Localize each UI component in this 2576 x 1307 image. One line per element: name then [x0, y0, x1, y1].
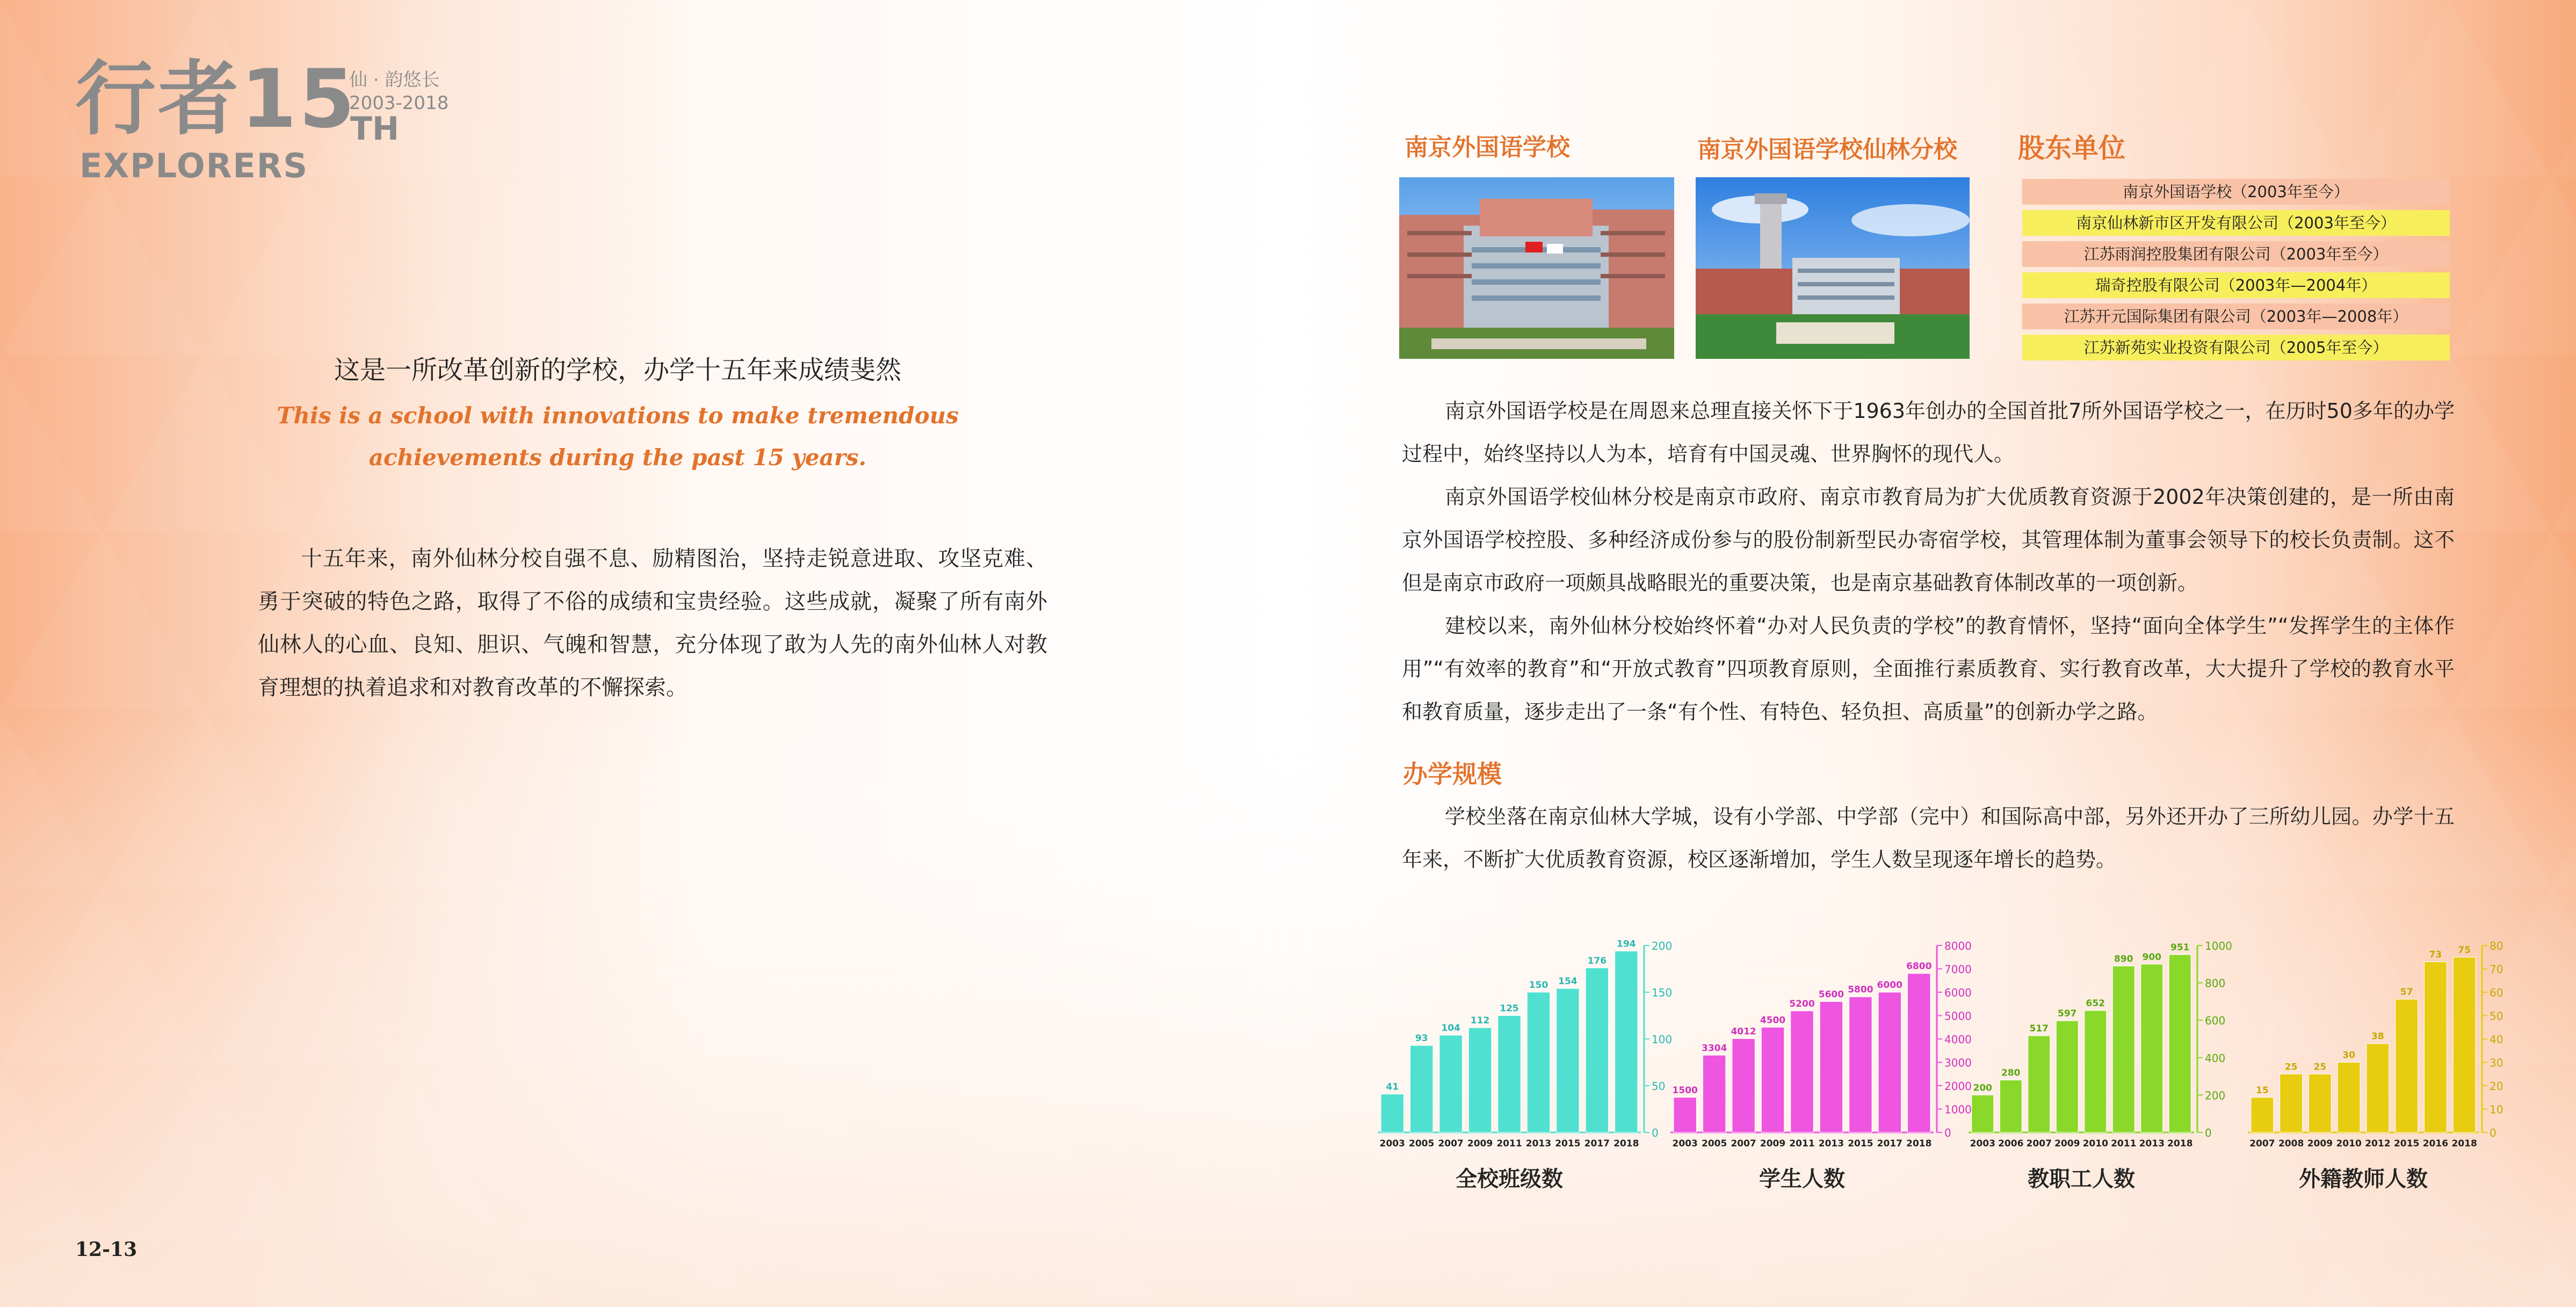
chart-y-tick-label: 80	[2490, 940, 2503, 952]
chart-data-label: 104	[1441, 1023, 1460, 1034]
chart-data-label: 890	[2114, 954, 2133, 965]
chart-bar	[2000, 1080, 2022, 1132]
chart-title: 教职工人数	[2028, 1167, 2135, 1192]
logo-th: TH	[350, 110, 400, 148]
chart-x-tick-label: 2013	[1525, 1138, 1552, 1149]
chart-bar	[1849, 997, 1872, 1132]
chart-bar	[1615, 951, 1638, 1132]
chart-x-tick-label: 2017	[1877, 1138, 1902, 1149]
chart-y-tick-label: 40	[2490, 1033, 2503, 1046]
chart-bar	[1878, 992, 1901, 1132]
chart-y-tick-label: 0	[2205, 1127, 2212, 1139]
left-body-paragraph: 十五年来，南外仙林分校自强不息、励精图治，坚持走锐意进取、攻坚克难、勇于突破的特色之路，取得了不俗的成绩和宝贵经验。这些成就，凝聚了所有南外仙林人的心血、良知、胆识、气魄和智慧，充分体现了敢为人先的南外仙林人对教育理想的执着追求和对教育改革的不懈探索。	[258, 546, 1047, 700]
chart-x-tick-label: 2018	[1613, 1138, 1639, 1149]
chart-x-tick-label: 2003	[1379, 1138, 1405, 1149]
chart-y-tick-label: 800	[2205, 977, 2226, 990]
chart-x-tick-label: 2003	[1672, 1138, 1698, 1149]
chart-y-tick-label: 10	[2490, 1103, 2503, 1116]
chart-data-label: 57	[2400, 987, 2413, 998]
chart-y-tick-label: 0	[2490, 1127, 2497, 1139]
chart-y-tick-label: 400	[2205, 1051, 2226, 1065]
chart-data-label: 5200	[1789, 998, 1815, 1009]
chart-data-label: 900	[2142, 951, 2161, 963]
chart-data-label: 150	[1529, 980, 1549, 991]
chart-data-label: 38	[2371, 1031, 2384, 1042]
chart-bar	[1439, 1035, 1462, 1132]
chart-y-tick-label: 0	[1652, 1127, 1659, 1139]
chart-x-tick-label: 2007	[2249, 1138, 2275, 1149]
chart-x-tick-label: 2007	[1731, 1138, 1756, 1149]
chart-bar	[2028, 1036, 2050, 1132]
chart-y-tick-label: 50	[2490, 1009, 2503, 1023]
chart-y-tick-label: 1000	[1944, 1103, 1972, 1116]
chart-bar	[1972, 1095, 1994, 1132]
chart-y-tick-label: 50	[1652, 1080, 1666, 1093]
chart-x-tick-label: 2008	[2278, 1138, 2304, 1149]
page-number: 12-13	[75, 1238, 138, 1261]
logo-title: 行者15	[75, 53, 357, 146]
chart-x-tick-label: 2011	[1496, 1138, 1522, 1149]
chart-y-tick-label: 1000	[2205, 940, 2232, 952]
chart-y-tick-label: 0	[1944, 1127, 1951, 1139]
chart-data-label: 517	[2029, 1023, 2049, 1035]
chart-data-label: 25	[2313, 1062, 2327, 1073]
chart-bar	[2338, 1063, 2360, 1133]
school-intro	[1402, 389, 2455, 733]
chart-title: 学生人数	[1759, 1167, 1845, 1192]
chart-bar	[2141, 964, 2163, 1132]
chart-y-tick-label: 2000	[1944, 1080, 1972, 1093]
logo-english: EXPLORERS	[79, 146, 309, 185]
chart-y-tick-label: 600	[2205, 1014, 2226, 1028]
chart-y-tick-label: 8000	[1944, 940, 1972, 952]
chart-data-label: 6000	[1877, 980, 1902, 991]
chart-x-tick-label: 2010	[2082, 1138, 2108, 1149]
chart-data-label: 75	[2458, 944, 2471, 956]
chart-data-label: 5600	[1818, 989, 1844, 1000]
chart-x-tick-label: 2015	[1555, 1138, 1581, 1149]
chart-data-label: 15	[2256, 1085, 2269, 1096]
chart-bar	[2280, 1074, 2303, 1132]
chart-title: 全校班级数	[1456, 1167, 1563, 1192]
left-heading: 这是一所改革创新的学校，办学十五年来成绩斐然	[334, 355, 901, 385]
chart-x-tick-label: 2012	[2365, 1138, 2391, 1149]
chart-x-tick-label: 2018	[2167, 1138, 2193, 1149]
chart-bar	[1761, 1027, 1784, 1132]
chart-data-label: 280	[2001, 1067, 2021, 1079]
chart-x-tick-label: 2009	[2054, 1138, 2080, 1149]
left-heading-english-line-1: This is a school with innovations to make tremendous	[277, 402, 959, 429]
chart-bar	[1732, 1038, 1755, 1132]
chart-bar	[2396, 999, 2418, 1132]
chart-bar	[1381, 1094, 1403, 1132]
intro-paragraph-1: 南京外国语学校是在周恩来总理直接关怀下于1963年创办的全国首批7所外国语学校之一，在历时50多年的办学过程中，始终坚持以人为本，培育有中国灵魂、世界胸怀的现代人。	[1402, 399, 2455, 466]
shareholder-item: 南京外国语学校（2003年至今）	[2022, 179, 2450, 205]
chart-data-label: 73	[2429, 949, 2442, 961]
chart-x-tick-label: 2010	[2336, 1138, 2362, 1149]
chart-data-label: 25	[2284, 1062, 2298, 1073]
chart-x-tick-label: 2011	[2111, 1138, 2137, 1149]
chart-x-tick-label: 2009	[1467, 1138, 1493, 1149]
chart-y-tick-label: 70	[2490, 963, 2503, 976]
chart-y-tick-label: 200	[1652, 940, 1673, 952]
chart-x-tick-label: 2011	[1789, 1138, 1815, 1149]
chart-y-tick-label: 5000	[1944, 1009, 1972, 1023]
shareholder-item: 南京仙林新市区开发有限公司（2003年至今）	[2022, 210, 2450, 236]
left-heading-english-line-2: achievements during the past 15 years.	[368, 444, 867, 471]
chart-y-tick-label: 4000	[1944, 1033, 1972, 1046]
chart-bar	[1908, 973, 1930, 1132]
chart-y-tick-label: 100	[1652, 1033, 1673, 1046]
chart-bar	[2169, 955, 2191, 1132]
chart-data-label: 112	[1470, 1015, 1490, 1027]
chart-y-tick-label: 6000	[1944, 986, 1972, 999]
logo-years: 2003-2018	[349, 92, 449, 114]
chart-data-label: 4012	[1731, 1026, 1756, 1037]
photo2-title: 南京外国语学校仙林分校	[1697, 136, 1957, 163]
chart-y-tick-label: 60	[2490, 986, 2503, 999]
chart-bar	[2453, 957, 2476, 1132]
scale-title: 办学规模	[1403, 760, 1502, 789]
chart-y-tick-label: 200	[2205, 1089, 2226, 1102]
chart-data-label: 652	[2086, 998, 2105, 1009]
chart-bar	[1410, 1045, 1432, 1132]
scale-description	[1402, 795, 2455, 881]
shareholder-item: 江苏开元国际集团有限公司（2003年—2008年）	[2022, 304, 2450, 329]
chart-x-tick-label: 2017	[1584, 1138, 1610, 1149]
shareholder-item: 江苏新苑实业投资有限公司（2005年至今）	[2022, 335, 2450, 360]
chart-bar	[1527, 992, 1550, 1132]
chart-data-label: 5800	[1848, 984, 1873, 995]
chart-bar	[1557, 988, 1579, 1132]
chart-bar	[2309, 1074, 2331, 1132]
chart-data-label: 200	[1973, 1082, 1992, 1094]
chart-y-tick-label: 150	[1652, 986, 1673, 999]
chart-x-tick-label: 2015	[2393, 1138, 2420, 1149]
shareholder-item: 江苏雨润控股集团有限公司（2003年至今）	[2022, 241, 2450, 267]
chart-x-tick-label: 2007	[2026, 1138, 2052, 1149]
photo1-title: 南京外国语学校	[1405, 134, 1570, 161]
chart-bar	[1820, 1001, 1842, 1132]
chart-data-label: 176	[1587, 955, 1607, 966]
chart-data-label: 6800	[1906, 961, 1932, 972]
chart-bar	[2056, 1021, 2078, 1132]
chart-x-tick-label: 2013	[1818, 1138, 1844, 1149]
school-photo-1	[1399, 177, 1674, 359]
chart-x-tick-label: 2016	[2422, 1138, 2449, 1149]
chart-data-label: 30	[2342, 1050, 2355, 1061]
chart-x-tick-label: 2006	[1998, 1138, 2024, 1149]
logo-subtitle	[349, 69, 448, 114]
scale-paragraph: 学校坐落在南京仙林大学城，设有小学部、中学部（完中）和国际高中部，另外还开办了三所幼儿园。办学十五年来，不断扩大优质教育资源，校区逐渐增加，学生人数呈现逐年增长的趋势。	[1402, 805, 2455, 871]
chart-x-tick-label: 2015	[1848, 1138, 1873, 1149]
chart-x-tick-label: 2007	[1438, 1138, 1464, 1149]
intro-paragraph-3: 建校以来，南外仙林分校始终怀着“办对人民负责的学校”的教育情怀，坚持“面向全体学生”“发挥学生的主体作用”“有效率的教育”和“开放式教育”四项教育原则，全面推行素质教育、实行教育改革，大大提升了学校的教育水平和教育质量，逐步走出了一条“有个性、有特色、轻负担、高质量”的创新办学之路。	[1402, 614, 2455, 724]
chart-bar	[1791, 1011, 1813, 1132]
statistics-charts	[1364, 924, 2546, 1160]
chart-bar	[1498, 1016, 1521, 1133]
chart-data-label: 4500	[1760, 1015, 1786, 1026]
chart-bar	[1674, 1097, 1696, 1132]
chart-data-label: 951	[2170, 942, 2190, 954]
chart-y-tick-label: 20	[2490, 1080, 2503, 1093]
chart-data-label: 125	[1500, 1003, 1519, 1014]
chart-x-tick-label: 2003	[1970, 1138, 1995, 1149]
chart-x-tick-label: 2018	[2451, 1138, 2477, 1149]
chart-bar	[1468, 1028, 1491, 1132]
chart-bar	[1703, 1055, 1725, 1132]
chart-data-label: 597	[2058, 1008, 2077, 1020]
shareholder-item: 瑞奇控股有限公司（2003年—2004年）	[2022, 272, 2450, 298]
chart-x-tick-label: 2005	[1702, 1138, 1727, 1149]
chart-x-tick-label: 2013	[2139, 1138, 2165, 1149]
chart-data-label: 93	[1415, 1033, 1428, 1044]
chart-y-tick-label: 7000	[1944, 963, 1972, 976]
intro-paragraph-2: 南京外国语学校仙林分校是南京市政府、南京市教育局为扩大优质教育资源于2002年决策创建的，是一所由南京外国语学校控股、多种经济成份参与的股份制新型民办寄宿学校，其管理体制为董事会领导下的校长负责制。这不但是南京市政府一项颇具战略眼光的重要决策，也是南京基础教育体制改革的一项创新。	[1402, 485, 2455, 595]
chart-title: 外籍教师人数	[2299, 1167, 2428, 1192]
school-photo-2	[1696, 177, 1970, 359]
chart-x-tick-label: 2009	[2307, 1138, 2333, 1149]
logo-slogan: 仙 · 韵悠长	[349, 69, 440, 91]
chart-bar	[2085, 1010, 2107, 1132]
chart-bar	[2251, 1097, 2274, 1132]
chart-data-label: 41	[1386, 1081, 1399, 1093]
chart-bar	[1586, 968, 1608, 1132]
chart-data-label: 1500	[1672, 1085, 1698, 1096]
chart-x-tick-label: 2009	[1760, 1138, 1786, 1149]
chart-y-tick-label: 3000	[1944, 1056, 1972, 1070]
chart-data-label: 154	[1558, 976, 1578, 987]
left-heading-english	[258, 395, 978, 479]
chart-data-label: 194	[1617, 938, 1636, 950]
shareholders-title: 股东单位	[2018, 133, 2125, 164]
chart-x-tick-label: 2018	[1906, 1138, 1932, 1149]
chart-data-label: 3304	[1702, 1043, 1727, 1054]
chart-bar	[2367, 1044, 2389, 1132]
chart-x-tick-label: 2005	[1409, 1138, 1435, 1149]
chart-bar	[2424, 962, 2447, 1132]
chart-bar	[2112, 966, 2134, 1132]
chart-y-tick-label: 30	[2490, 1056, 2503, 1070]
